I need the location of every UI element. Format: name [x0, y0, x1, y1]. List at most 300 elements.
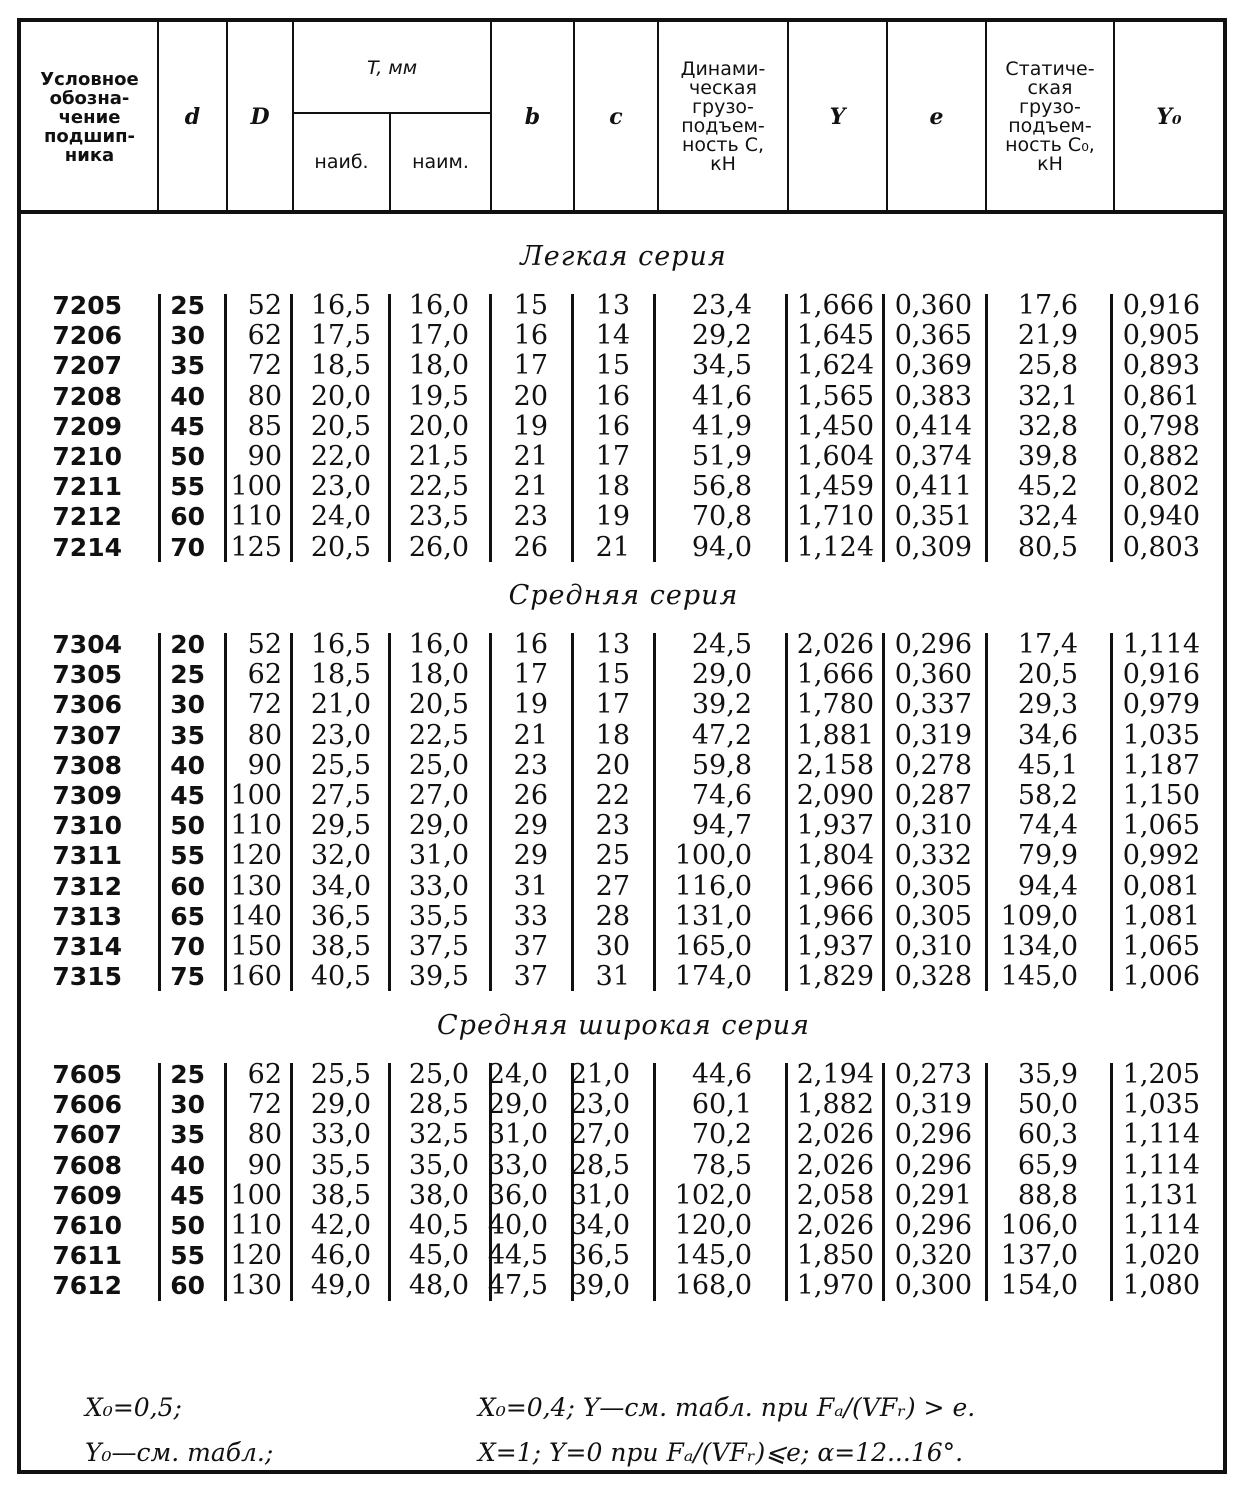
- column-separator: [158, 633, 161, 991]
- cell-Y: 2,026: [796, 1119, 874, 1151]
- cell-d: 75: [170, 962, 205, 992]
- cell-b: 17: [513, 350, 548, 382]
- cell-d: 20: [170, 630, 205, 659]
- cell-d: 25: [170, 1060, 205, 1089]
- column-separator: [489, 633, 492, 991]
- cell-dynamic-load: 41,6: [691, 380, 752, 412]
- cell-designation: 7308: [52, 750, 122, 780]
- cell-T-max: 42,0: [310, 1210, 371, 1241]
- cell-T-max: 27,5: [310, 780, 371, 811]
- cell-T-min: 18,0: [408, 350, 469, 382]
- cell-Y: 2,058: [796, 1179, 874, 1211]
- cell-T-min: 48,0: [408, 1270, 469, 1302]
- column-separator: [290, 294, 293, 562]
- column-separator: [290, 633, 293, 991]
- cell-T-min: 16,0: [408, 290, 469, 321]
- cell-c: 28: [595, 900, 630, 932]
- cell-e: 0,305: [894, 900, 972, 932]
- column-separator: [571, 1063, 574, 1301]
- cell-D: 140: [230, 900, 282, 932]
- cell-e: 0,310: [894, 931, 972, 962]
- cell-D: 72: [247, 1089, 282, 1121]
- cell-T-max: 20,5: [310, 531, 371, 563]
- cell-D: 62: [247, 1059, 282, 1090]
- cell-e: 0,365: [894, 320, 972, 352]
- column-separator: [653, 294, 656, 562]
- cell-T-max: 33,0: [310, 1119, 371, 1151]
- column-separator: [388, 633, 391, 991]
- cell-d: 70: [170, 532, 205, 562]
- cell-D: 80: [247, 1119, 282, 1151]
- header-d: d: [184, 103, 201, 130]
- column-separator: [785, 1063, 788, 1301]
- cell-T-min: 38,0: [408, 1179, 469, 1211]
- cell-designation: 7313: [52, 901, 122, 931]
- cell-designation: 7304: [52, 630, 122, 659]
- cell-designation: 7611: [52, 1241, 122, 1271]
- cell-Y: 1,829: [796, 961, 874, 993]
- column-separator: [224, 294, 227, 562]
- cell-D: 100: [230, 471, 282, 503]
- cell-dynamic-load: 24,5: [691, 629, 752, 660]
- cell-c: 17: [595, 441, 630, 472]
- cell-Y: 1,966: [796, 900, 874, 932]
- cell-b: 47,5: [487, 1270, 548, 1302]
- table-row: [0, 1151, 1244, 1181]
- cell-D: 130: [230, 870, 282, 902]
- column-separator: [785, 294, 788, 562]
- cell-designation: 7610: [52, 1211, 122, 1240]
- cell-e: 0,287: [894, 780, 972, 811]
- cell-dynamic-load: 94,7: [691, 810, 752, 842]
- cell-e: 0,337: [894, 689, 972, 721]
- cell-designation: 7211: [52, 472, 122, 502]
- cell-designation: 7312: [52, 871, 122, 901]
- cell-dynamic-load: 23,4: [691, 290, 752, 321]
- cell-c: 19: [595, 501, 630, 533]
- cell-Y0: 0,905: [1122, 320, 1200, 352]
- cell-e: 0,310: [894, 810, 972, 842]
- cell-Y0: 1,187: [1122, 749, 1200, 781]
- cell-static-load: 32,8: [1017, 410, 1078, 442]
- cell-b: 33,0: [487, 1149, 548, 1181]
- cell-e: 0,278: [894, 749, 972, 781]
- cell-Y: 2,090: [796, 780, 874, 811]
- cell-Y0: 1,131: [1122, 1179, 1200, 1211]
- cell-designation: 7206: [52, 321, 122, 351]
- cell-designation: 7309: [52, 781, 122, 810]
- column-separator: [489, 294, 492, 562]
- cell-b: 23: [513, 501, 548, 533]
- cell-T-max: 38,5: [310, 1179, 371, 1211]
- series-title: Средняя серия: [508, 580, 739, 611]
- cell-d: 40: [170, 750, 205, 780]
- cell-b: 31: [513, 870, 548, 902]
- header-Y0: Y₀: [1156, 103, 1182, 130]
- cell-static-load: 94,4: [1017, 870, 1078, 902]
- column-separator: [882, 633, 885, 991]
- cell-static-load: 20,5: [1017, 659, 1078, 691]
- cell-e: 0,309: [894, 531, 972, 563]
- cell-T-min: 28,5: [408, 1089, 469, 1121]
- cell-dynamic-load: 116,0: [674, 870, 752, 902]
- table-row: [0, 1241, 1244, 1271]
- cell-static-load: 34,6: [1017, 719, 1078, 751]
- cell-c: 34,0: [569, 1210, 630, 1241]
- cell-Y0: 1,006: [1122, 961, 1200, 993]
- cell-d: 40: [170, 381, 205, 411]
- table-row: [0, 502, 1244, 532]
- cell-D: 85: [247, 410, 282, 442]
- column-separator: [388, 294, 391, 562]
- cell-T-max: 38,5: [310, 931, 371, 962]
- cell-Y0: 0,802: [1122, 471, 1200, 503]
- cell-T-max: 35,5: [310, 1149, 371, 1181]
- cell-d: 40: [170, 1150, 205, 1180]
- cell-D: 160: [230, 961, 282, 993]
- table-row: [0, 442, 1244, 472]
- cell-T-min: 20,0: [408, 410, 469, 442]
- cell-b: 21: [513, 719, 548, 751]
- cell-d: 65: [170, 901, 205, 931]
- cell-T-min: 17,0: [408, 320, 469, 352]
- cell-c: 36,5: [569, 1240, 630, 1272]
- cell-T-min: 39,5: [408, 961, 469, 993]
- cell-T-max: 18,5: [310, 659, 371, 691]
- cell-Y0: 0,081: [1122, 870, 1200, 902]
- cell-d: 50: [170, 1211, 205, 1240]
- column-separator: [571, 294, 574, 562]
- cell-T-min: 35,0: [408, 1149, 469, 1181]
- cell-T-max: 20,0: [310, 380, 371, 412]
- cell-b: 26: [513, 531, 548, 563]
- cell-d: 50: [170, 442, 205, 471]
- cell-T-min: 37,5: [408, 931, 469, 962]
- cell-static-load: 58,2: [1017, 780, 1078, 811]
- table-row: [0, 472, 1244, 502]
- cell-d: 55: [170, 841, 205, 871]
- cell-Y: 1,124: [796, 531, 874, 563]
- cell-Y0: 1,020: [1122, 1240, 1200, 1272]
- header-Y: Y: [829, 103, 846, 130]
- cell-b: 16: [513, 629, 548, 660]
- cell-e: 0,360: [894, 659, 972, 691]
- cell-T-max: 34,0: [310, 870, 371, 902]
- cell-dynamic-load: 74,6: [691, 780, 752, 811]
- cell-D: 80: [247, 380, 282, 412]
- cell-T-max: 25,5: [310, 1059, 371, 1090]
- cell-T-max: 16,5: [310, 290, 371, 321]
- cell-D: 52: [247, 290, 282, 321]
- cell-T-max: 24,0: [310, 501, 371, 533]
- cell-T-max: 40,5: [310, 961, 371, 993]
- cell-designation: 7210: [52, 442, 122, 471]
- cell-static-load: 17,6: [1017, 290, 1078, 321]
- cell-T-max: 16,5: [310, 629, 371, 660]
- cell-designation: 7212: [52, 502, 122, 532]
- cell-static-load: 154,0: [1000, 1270, 1078, 1302]
- cell-d: 55: [170, 472, 205, 502]
- cell-T-max: 23,0: [310, 719, 371, 751]
- cell-designation: 7314: [52, 932, 122, 961]
- cell-e: 0,296: [894, 1210, 972, 1241]
- cell-d: 60: [170, 502, 205, 532]
- cell-e: 0,319: [894, 1089, 972, 1121]
- cell-T-max: 21,0: [310, 689, 371, 721]
- cell-static-load: 80,5: [1017, 531, 1078, 563]
- cell-Y: 1,459: [796, 471, 874, 503]
- table-row: [0, 533, 1244, 563]
- cell-e: 0,296: [894, 629, 972, 660]
- cell-c: 13: [595, 629, 630, 660]
- cell-e: 0,414: [894, 410, 972, 442]
- header-static-load: Статиче- ская грузо- подъем- ность C₀, кН: [1005, 58, 1095, 175]
- cell-c: 23,0: [569, 1089, 630, 1121]
- column-separator: [985, 633, 988, 991]
- cell-d: 30: [170, 1090, 205, 1120]
- cell-D: 62: [247, 320, 282, 352]
- cell-static-load: 25,8: [1017, 350, 1078, 382]
- header-T-max: наиб.: [314, 150, 369, 173]
- column-separator: [224, 1063, 227, 1301]
- cell-d: 45: [170, 781, 205, 810]
- cell-T-max: 17,5: [310, 320, 371, 352]
- cell-designation: 7306: [52, 690, 122, 720]
- table-row: [0, 382, 1244, 412]
- column-separator: [489, 1063, 492, 1301]
- cell-c: 20: [595, 749, 630, 781]
- cell-T-min: 32,5: [408, 1119, 469, 1151]
- cell-D: 130: [230, 1270, 282, 1302]
- cell-e: 0,291: [894, 1179, 972, 1211]
- series-title: Легкая серия: [520, 241, 727, 272]
- cell-Y0: 1,150: [1122, 780, 1200, 811]
- cell-T-min: 27,0: [408, 780, 469, 811]
- cell-T-min: 25,0: [408, 749, 469, 781]
- cell-Y0: 1,081: [1122, 900, 1200, 932]
- cell-T-max: 46,0: [310, 1240, 371, 1272]
- cell-e: 0,296: [894, 1149, 972, 1181]
- cell-designation: 7608: [52, 1150, 122, 1180]
- cell-e: 0,332: [894, 840, 972, 872]
- cell-static-load: 21,9: [1017, 320, 1078, 352]
- cell-d: 70: [170, 932, 205, 961]
- cell-designation: 7606: [52, 1090, 122, 1120]
- cell-static-load: 35,9: [1017, 1059, 1078, 1090]
- column-separator: [653, 1063, 656, 1301]
- cell-c: 30: [595, 931, 630, 962]
- cell-dynamic-load: 41,9: [691, 410, 752, 442]
- cell-Y: 2,194: [796, 1059, 874, 1090]
- table-row: [0, 630, 1244, 660]
- cell-T-min: 29,0: [408, 810, 469, 842]
- cell-D: 90: [247, 749, 282, 781]
- cell-designation: 7208: [52, 381, 122, 411]
- cell-Y0: 0,882: [1122, 441, 1200, 472]
- header-designation: Условное обозна- чение подшип- ника: [40, 68, 139, 166]
- cell-b: 20: [513, 380, 548, 412]
- cell-b: 37: [513, 931, 548, 962]
- cell-d: 25: [170, 291, 205, 320]
- cell-c: 15: [595, 659, 630, 691]
- cell-static-load: 45,2: [1017, 471, 1078, 503]
- cell-b: 29: [513, 840, 548, 872]
- cell-e: 0,374: [894, 441, 972, 472]
- column-separator: [290, 1063, 293, 1301]
- cell-d: 45: [170, 411, 205, 441]
- cell-Y: 2,026: [796, 1149, 874, 1181]
- cell-Y: 1,666: [796, 659, 874, 691]
- cell-Y0: 0,940: [1122, 501, 1200, 533]
- cell-Y0: 0,992: [1122, 840, 1200, 872]
- cell-dynamic-load: 78,5: [691, 1149, 752, 1181]
- cell-T-min: 22,5: [408, 719, 469, 751]
- cell-c: 17: [595, 689, 630, 721]
- cell-D: 150: [230, 931, 282, 962]
- table-row: [0, 781, 1244, 811]
- cell-b: 24,0: [487, 1059, 548, 1090]
- cell-T-max: 20,5: [310, 410, 371, 442]
- cell-T-min: 22,5: [408, 471, 469, 503]
- cell-e: 0,296: [894, 1119, 972, 1151]
- table-row: [0, 1090, 1244, 1120]
- cell-dynamic-load: 44,6: [691, 1059, 752, 1090]
- cell-c: 25: [595, 840, 630, 872]
- cell-D: 90: [247, 1149, 282, 1181]
- cell-static-load: 88,8: [1017, 1179, 1078, 1211]
- column-separator: [785, 633, 788, 991]
- cell-T-max: 36,5: [310, 900, 371, 932]
- cell-Y: 1,710: [796, 501, 874, 533]
- table-row: [0, 841, 1244, 871]
- cell-dynamic-load: 51,9: [691, 441, 752, 472]
- cell-Y: 1,850: [796, 1240, 874, 1272]
- cell-T-min: 21,5: [408, 441, 469, 472]
- cell-Y0: 0,979: [1122, 689, 1200, 721]
- cell-e: 0,360: [894, 290, 972, 321]
- cell-d: 30: [170, 690, 205, 720]
- cell-Y0: 0,916: [1122, 659, 1200, 691]
- column-separator: [388, 1063, 391, 1301]
- cell-c: 27,0: [569, 1119, 630, 1151]
- cell-dynamic-load: 120,0: [674, 1210, 752, 1241]
- cell-Y0: 1,205: [1122, 1059, 1200, 1090]
- cell-e: 0,328: [894, 961, 972, 993]
- cell-D: 90: [247, 441, 282, 472]
- cell-T-max: 49,0: [310, 1270, 371, 1302]
- cell-Y0: 1,114: [1122, 1149, 1200, 1181]
- column-separator: [158, 1063, 161, 1301]
- table-row: [0, 751, 1244, 781]
- cell-e: 0,351: [894, 501, 972, 533]
- cell-T-min: 31,0: [408, 840, 469, 872]
- cell-b: 29,0: [487, 1089, 548, 1121]
- cell-c: 22: [595, 780, 630, 811]
- table-row: [0, 321, 1244, 351]
- cell-Y: 1,937: [796, 931, 874, 962]
- cell-D: 125: [230, 531, 282, 563]
- column-separator: [224, 633, 227, 991]
- cell-Y0: 1,114: [1122, 629, 1200, 660]
- cell-d: 35: [170, 351, 205, 381]
- cell-c: 13: [595, 290, 630, 321]
- table-row: [0, 690, 1244, 720]
- cell-e: 0,305: [894, 870, 972, 902]
- header-dynamic-load: Динами- ческая грузо- подъем- ность C, кН: [680, 58, 766, 175]
- cell-d: 45: [170, 1180, 205, 1210]
- cell-T-max: 32,0: [310, 840, 371, 872]
- cell-c: 23: [595, 810, 630, 842]
- cell-d: 30: [170, 321, 205, 351]
- cell-e: 0,369: [894, 350, 972, 382]
- cell-Y: 1,804: [796, 840, 874, 872]
- cell-Y0: 1,035: [1122, 1089, 1200, 1121]
- cell-c: 39,0: [569, 1270, 630, 1302]
- header-e: e: [929, 103, 944, 130]
- cell-c: 31: [595, 961, 630, 993]
- cell-b: 31,0: [487, 1119, 548, 1151]
- cell-e: 0,273: [894, 1059, 972, 1090]
- cell-e: 0,411: [894, 471, 972, 503]
- table-row: [0, 291, 1244, 321]
- column-separator: [985, 294, 988, 562]
- cell-designation: 7311: [52, 841, 122, 871]
- cell-Y: 1,937: [796, 810, 874, 842]
- cell-b: 17: [513, 659, 548, 691]
- cell-designation: 7205: [52, 291, 122, 320]
- cell-static-load: 134,0: [1000, 931, 1078, 962]
- cell-T-max: 22,0: [310, 441, 371, 472]
- cell-dynamic-load: 94,0: [691, 531, 752, 563]
- cell-static-load: 74,4: [1017, 810, 1078, 842]
- cell-b: 44,5: [487, 1240, 548, 1272]
- cell-static-load: 109,0: [1000, 900, 1078, 932]
- cell-static-load: 65,9: [1017, 1149, 1078, 1181]
- cell-d: 60: [170, 871, 205, 901]
- cell-designation: 7209: [52, 411, 122, 441]
- cell-D: 110: [230, 501, 282, 533]
- cell-Y: 1,645: [796, 320, 874, 352]
- table-row: [0, 721, 1244, 751]
- cell-e: 0,383: [894, 380, 972, 412]
- column-separator: [985, 1063, 988, 1301]
- cell-T-min: 40,5: [408, 1210, 469, 1241]
- header-D: D: [250, 103, 270, 130]
- series-title: Средняя широкая серия: [437, 1010, 810, 1041]
- cell-c: 18: [595, 471, 630, 503]
- cell-designation: 7605: [52, 1060, 122, 1089]
- cell-dynamic-load: 100,0: [674, 840, 752, 872]
- cell-c: 28,5: [569, 1149, 630, 1181]
- cell-static-load: 45,1: [1017, 749, 1078, 781]
- note-y0: Y₀—см. табл.;: [85, 1438, 274, 1467]
- cell-b: 33: [513, 900, 548, 932]
- cell-Y0: 1,114: [1122, 1119, 1200, 1151]
- cell-T-min: 35,5: [408, 900, 469, 932]
- column-separator: [1110, 633, 1113, 991]
- cell-b: 36,0: [487, 1179, 548, 1211]
- cell-c: 31,0: [569, 1179, 630, 1211]
- cell-Y: 1,970: [796, 1270, 874, 1302]
- cell-dynamic-load: 168,0: [674, 1270, 752, 1302]
- cell-D: 80: [247, 719, 282, 751]
- cell-e: 0,319: [894, 719, 972, 751]
- cell-dynamic-load: 70,8: [691, 501, 752, 533]
- header-T-min: наим.: [412, 150, 469, 173]
- cell-T-min: 25,0: [408, 1059, 469, 1090]
- table-row: [0, 962, 1244, 992]
- table-row: [0, 902, 1244, 932]
